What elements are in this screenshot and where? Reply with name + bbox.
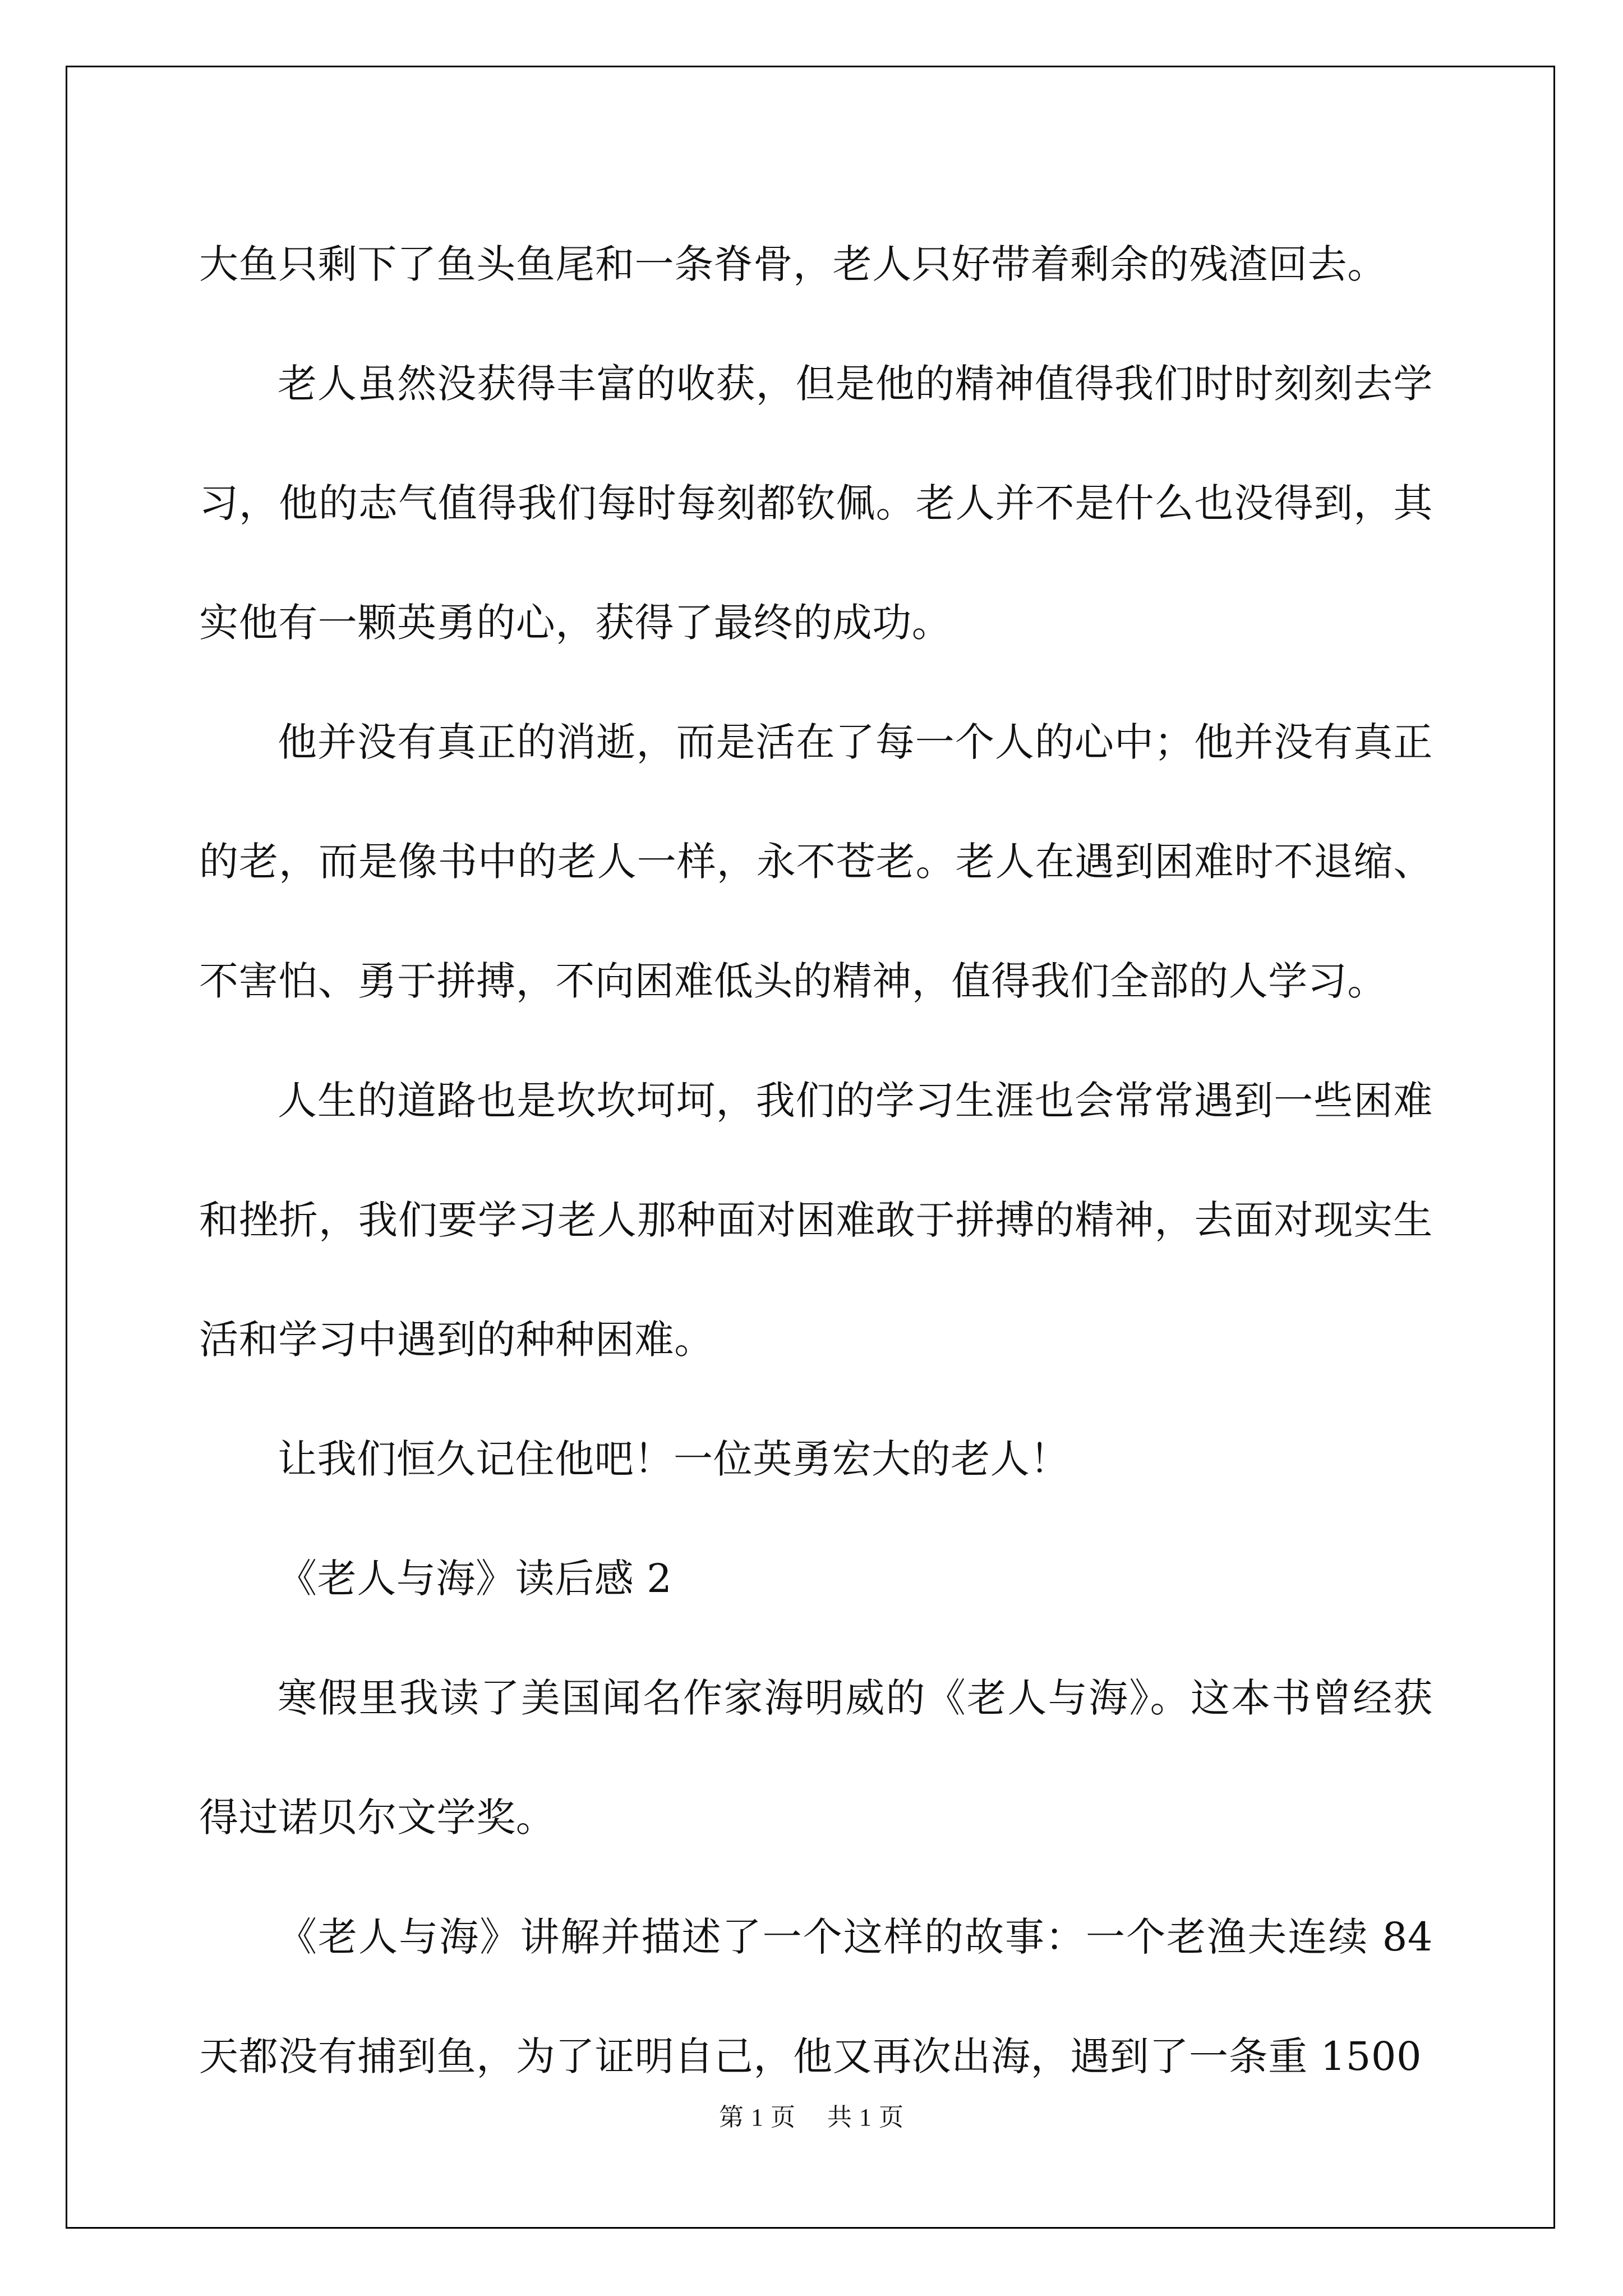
paragraph: 他并没有真正的消逝，而是活在了每一个人的心中；他并没有真正的老，而是像书中的老人一样，永不苍老。老人在遇到困难时不退缩、不害怕、勇于拼搏，不向困难低头的精神，值得我们全部的人学习。 — [199, 719, 1433, 1004]
page-footer — [0, 2097, 1623, 2133]
paragraph: 寒假里我读了美国闻名作家海明威的《老人与海》。这本书曾经获得过诺贝尔文学奖。 — [199, 1675, 1433, 1841]
section-heading: 《老人与海》读后感 2 — [278, 1556, 672, 1602]
paragraph: 让我们恒久记住他吧！一位英勇宏大的老人！ — [278, 1436, 1069, 1482]
page-total: 共 1 页 — [827, 2104, 904, 2131]
page-number: 第 1 页 — [719, 2104, 796, 2131]
paragraph: 《老人与海》讲解并描述了一个这样的故事：一个老渔夫连续 84 天都没有捕到鱼，为了证明自己，他又再次出海，遇到了一条重 1500 — [199, 1914, 1433, 2079]
paragraph: 老人虽然没获得丰富的收获，但是他的精神值得我们时时刻刻去学习，他的志气值得我们每时每刻都钦佩。老人并不是什么也没得到，其实他有一颗英勇的心，获得了最终的成功。 — [199, 361, 1433, 646]
paragraph: 大鱼只剩下了鱼头鱼尾和一条脊骨，老人只好带着剩余的残渣回去。 — [199, 241, 1387, 287]
paragraph: 人生的道路也是坎坎坷坷，我们的学习生涯也会常常遇到一些困难和挫折，我们要学习老人那种面对困难敢于拼搏的精神，去面对现实生活和学习中遇到的种种困难。 — [199, 1078, 1433, 1363]
document-body — [199, 205, 1433, 2116]
